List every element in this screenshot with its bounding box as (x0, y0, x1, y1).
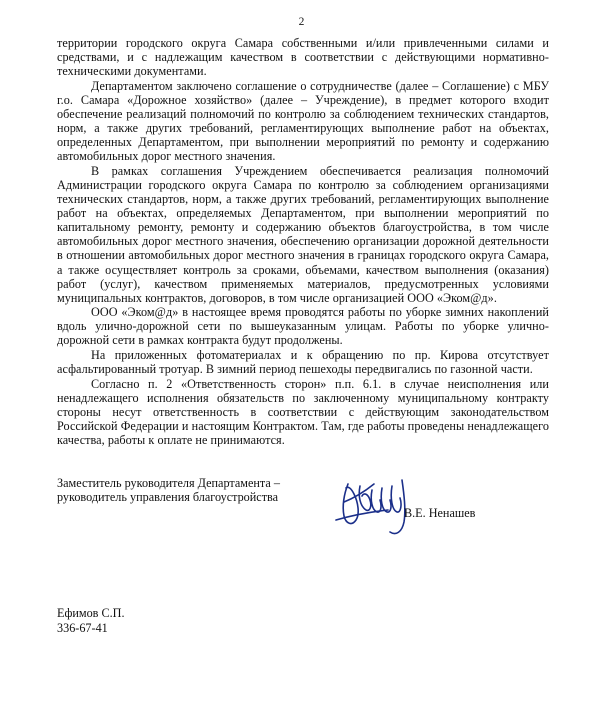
signatory-title-line-2: руководитель управления благоустройства (57, 490, 279, 505)
signatory-title-line-1: Заместитель руководителя Департамента – (57, 476, 280, 490)
signer-name: В.Е. Ненашев (404, 506, 476, 520)
executor-name: Ефимов С.П. (57, 606, 125, 620)
paragraph-department-agreement: Департаментом заключено соглашение о сотрудничестве (далее – Соглашение) с МБУ г.о. Самара «Дорожное хозяйство» (далее – Учреждение), в предмет которого входит обеспечение реализаций полномочий по контролю за соблюдением технических стандартов, норм, а также других требований, регламентирующих выполнение работ на объектах, определенных Департаментом, при выполнении мероприятий по ремонту и содержанию автомобильных дорог местного значения. (57, 78, 549, 164)
page-number: 2 (298, 16, 305, 28)
paragraph-responsibility: Согласно п. 2 «Ответственность сторон» п.п. 6.1. в случае неисполнения или ненадлежащего исполнения обязательств по заключенному муниципальному контракту стороны несут ответственность в соответствии с действующим законодательством Российской Федерации и настоящим Контрактом. Там, где работы проведены ненадлежащего качества, работы к оплате не принимаются. (57, 376, 549, 448)
document-body (57, 36, 549, 448)
paragraph-ekomed-works: ООО «Эком@д» в настоящее время проводятся работы по уборке зимних накоплений вдоль улично-дорожной сети по вышеуказанным улицам. Работы по уборке улично-дорожной сети в рамках контракта будут продолжены. (57, 305, 549, 348)
executor-block (57, 606, 125, 636)
paragraph-photomaterials: На приложенных фотоматериалах и к обращению по пр. Кирова отсутствует асфальтированный тротуар. В зимний период пешеходы передвигались по газонной части. (57, 348, 549, 377)
paragraph-agreement-scope: В рамках соглашения Учреждением обеспечивается реализация полномочий Администрации городского округа Самара по контролю за соблюдением организациями технических стандартов, норм, а также других требований, регламентирующих выполнение работ на объектах, определяемых Департаментом, при выполнении мероприятий по капитальному ремонту, ремонту и содержанию объектов благоустройства, в том числе автомобильных дорог местного значения, обеспечению организации дорожной деятельности в отношении автомобильных дорог местного значения в границах городского округа Самара, а также осуществляет контроль за сроками, объемами, качеством выполнения (оказания) работ (услуг), качеством применяемых материалов, предусмотренных условиями муниципальных контрактов, договоров, в том числе организацией ООО «Эком@д». (57, 163, 549, 305)
executor-phone: 336-67-41 (57, 621, 108, 635)
signature-title-block (57, 476, 549, 504)
paragraph-territory: территории городского округа Самара собственными и/или привлеченными силами и средствами, и с надлежащим качеством в соответствии с действующими нормативно-техническими документами. (57, 36, 549, 79)
